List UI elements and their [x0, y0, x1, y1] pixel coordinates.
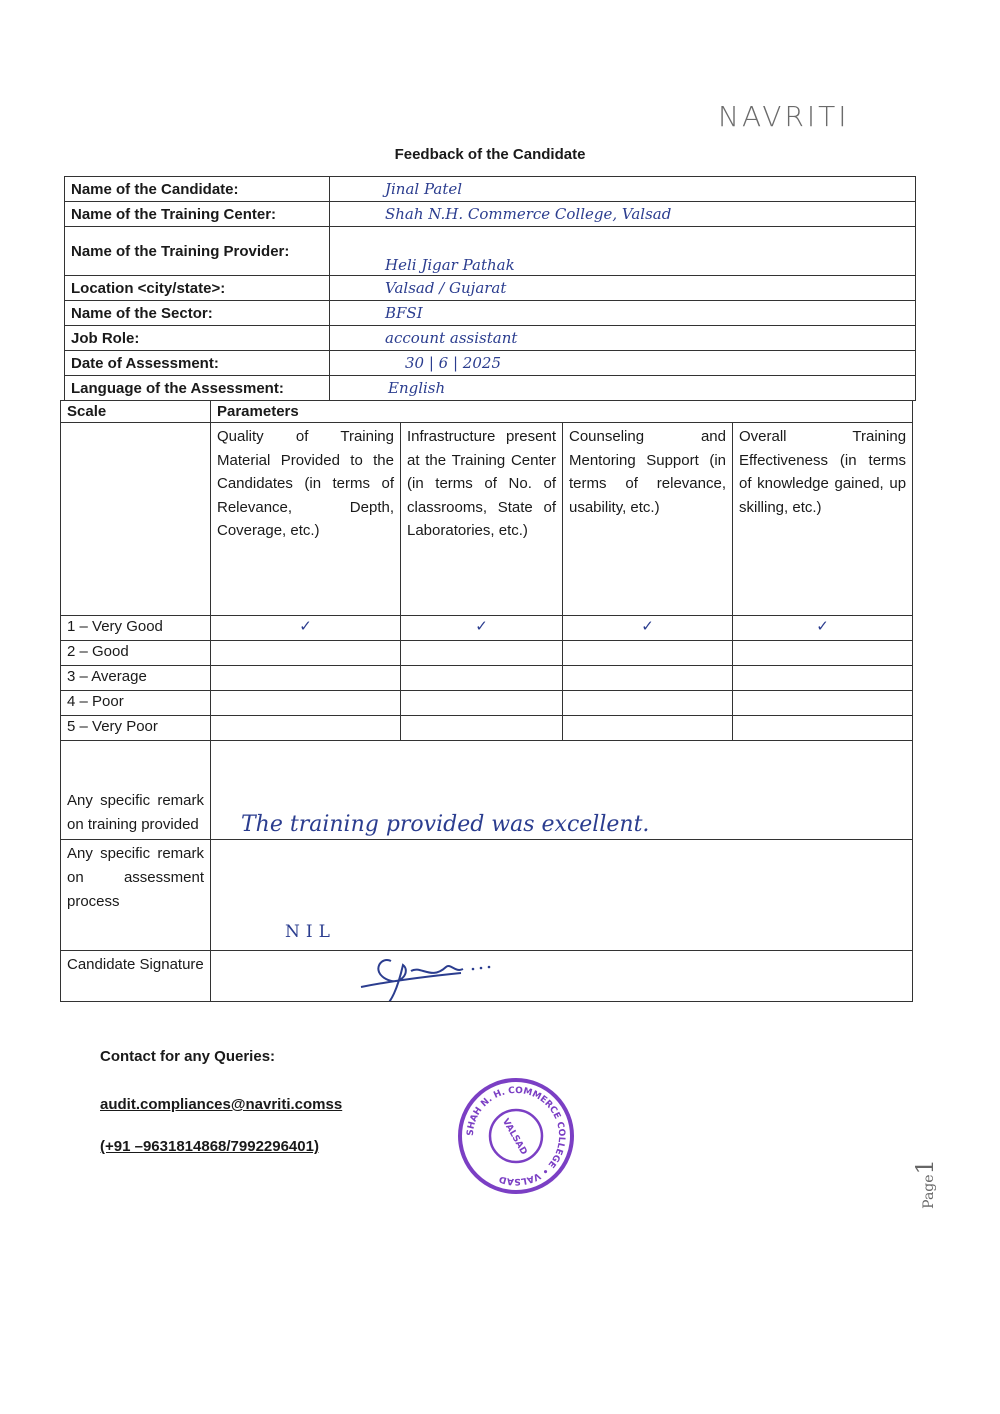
scale-cell	[211, 716, 401, 741]
param-counseling: Counseling and Mentoring Support (in terms of relevance, usability, etc.)	[563, 423, 733, 616]
info-row	[65, 227, 916, 276]
info-label: Name of the Training Center:	[65, 202, 330, 227]
info-value-training-provider: Heli Jigar Pathak	[330, 227, 916, 276]
candidate-signature	[351, 951, 551, 1002]
info-value-language: English	[330, 376, 916, 401]
college-stamp	[456, 1076, 576, 1196]
remark-assessment-label: Any specific remark on assessment process	[61, 840, 211, 951]
scale-cell	[733, 666, 913, 691]
contact-heading: Contact for any Queries:	[100, 1048, 276, 1065]
info-label: Date of Assessment:	[65, 351, 330, 376]
remark-assessment-value: NIL	[211, 840, 913, 951]
info-value-training-center: Shah N.H. Commerce College, Valsad	[330, 202, 916, 227]
info-label: Location <city/state>:	[65, 276, 330, 301]
scale-cell	[733, 641, 913, 666]
contact-email[interactable]: audit.compliances@navriti.comss	[100, 1096, 343, 1113]
navriti-logo: NAVRITI	[718, 100, 850, 133]
checkmark: ✓	[563, 616, 733, 641]
info-row	[65, 276, 916, 301]
scale-cell	[401, 666, 563, 691]
page-number-value: 1	[910, 1159, 939, 1175]
scale-label: 5 – Very Poor	[61, 716, 211, 741]
info-row	[65, 202, 916, 227]
scale-cell	[563, 716, 733, 741]
signature-label: Candidate Signature	[61, 951, 211, 1002]
scale-cell	[211, 691, 401, 716]
parameters-header: Parameters	[211, 401, 913, 423]
scale-row	[61, 616, 913, 641]
scale-cell	[563, 666, 733, 691]
info-row	[65, 301, 916, 326]
scale-cell	[563, 641, 733, 666]
checkmark: ✓	[401, 616, 563, 641]
info-value-location: Valsad / Gujarat	[330, 276, 916, 301]
info-label: Job Role:	[65, 326, 330, 351]
page-label-text: Page	[920, 1174, 937, 1209]
info-label: Name of the Sector:	[65, 301, 330, 326]
remark-training-value: The training provided was excellent.	[211, 741, 913, 840]
param-overall-effectiveness: Overall Training Effectiveness (in terms of knowledge gained, up skilling, etc.)	[733, 423, 913, 616]
info-label: Name of the Candidate:	[65, 177, 330, 202]
param-quality-material: Quality of Training Material Provided to the Candidates (in terms of Relevance, Depth, Coverage, etc.)	[211, 423, 401, 616]
info-value-date: 30 | 6 | 2025	[330, 351, 916, 376]
scale-row	[61, 641, 913, 666]
scale-row	[61, 716, 913, 741]
scale-cell	[733, 716, 913, 741]
scale-cell	[401, 641, 563, 666]
scale-cell	[733, 691, 913, 716]
info-row	[65, 326, 916, 351]
scale-label: 4 – Poor	[61, 691, 211, 716]
scale-header: Scale	[61, 401, 211, 423]
info-row	[65, 376, 916, 401]
info-label: Name of the Training Provider:	[65, 227, 330, 276]
feedback-table	[60, 400, 913, 1002]
scale-cell	[401, 716, 563, 741]
scale-cell	[211, 641, 401, 666]
info-row	[65, 351, 916, 376]
contact-phone[interactable]: (+91 –9631814868/7992296401)	[100, 1138, 319, 1155]
svg-text:VALSAD: VALSAD	[499, 1117, 529, 1157]
param-infrastructure: Infrastructure present at the Training Center (in terms of No. of classrooms, State of Laboratories, etc.)	[401, 423, 563, 616]
scale-row	[61, 691, 913, 716]
stamp-text: SHAH N. H. COMMERCE COLLEGE • VALSAD	[465, 1085, 567, 1187]
remark-training-label: Any specific remark on training provided	[61, 741, 211, 840]
page-number	[911, 1159, 939, 1209]
scale-cell	[211, 666, 401, 691]
info-value-candidate: Jinal Patel	[330, 177, 916, 202]
info-row	[65, 177, 916, 202]
scale-label: 1 – Very Good	[61, 616, 211, 641]
scale-row	[61, 666, 913, 691]
scale-label: 2 – Good	[61, 641, 211, 666]
scale-cell	[401, 691, 563, 716]
info-value-job-role: account assistant	[330, 326, 916, 351]
info-value-sector: BFSI	[330, 301, 916, 326]
checkmark: ✓	[733, 616, 913, 641]
scale-label: 3 – Average	[61, 666, 211, 691]
empty-cell	[61, 423, 211, 616]
checkmark: ✓	[211, 616, 401, 641]
candidate-info-table	[64, 176, 916, 401]
info-label: Language of the Assessment:	[65, 376, 330, 401]
signature-cell	[211, 951, 913, 1002]
scale-cell	[563, 691, 733, 716]
page-title: Feedback of the Candidate	[394, 146, 586, 163]
